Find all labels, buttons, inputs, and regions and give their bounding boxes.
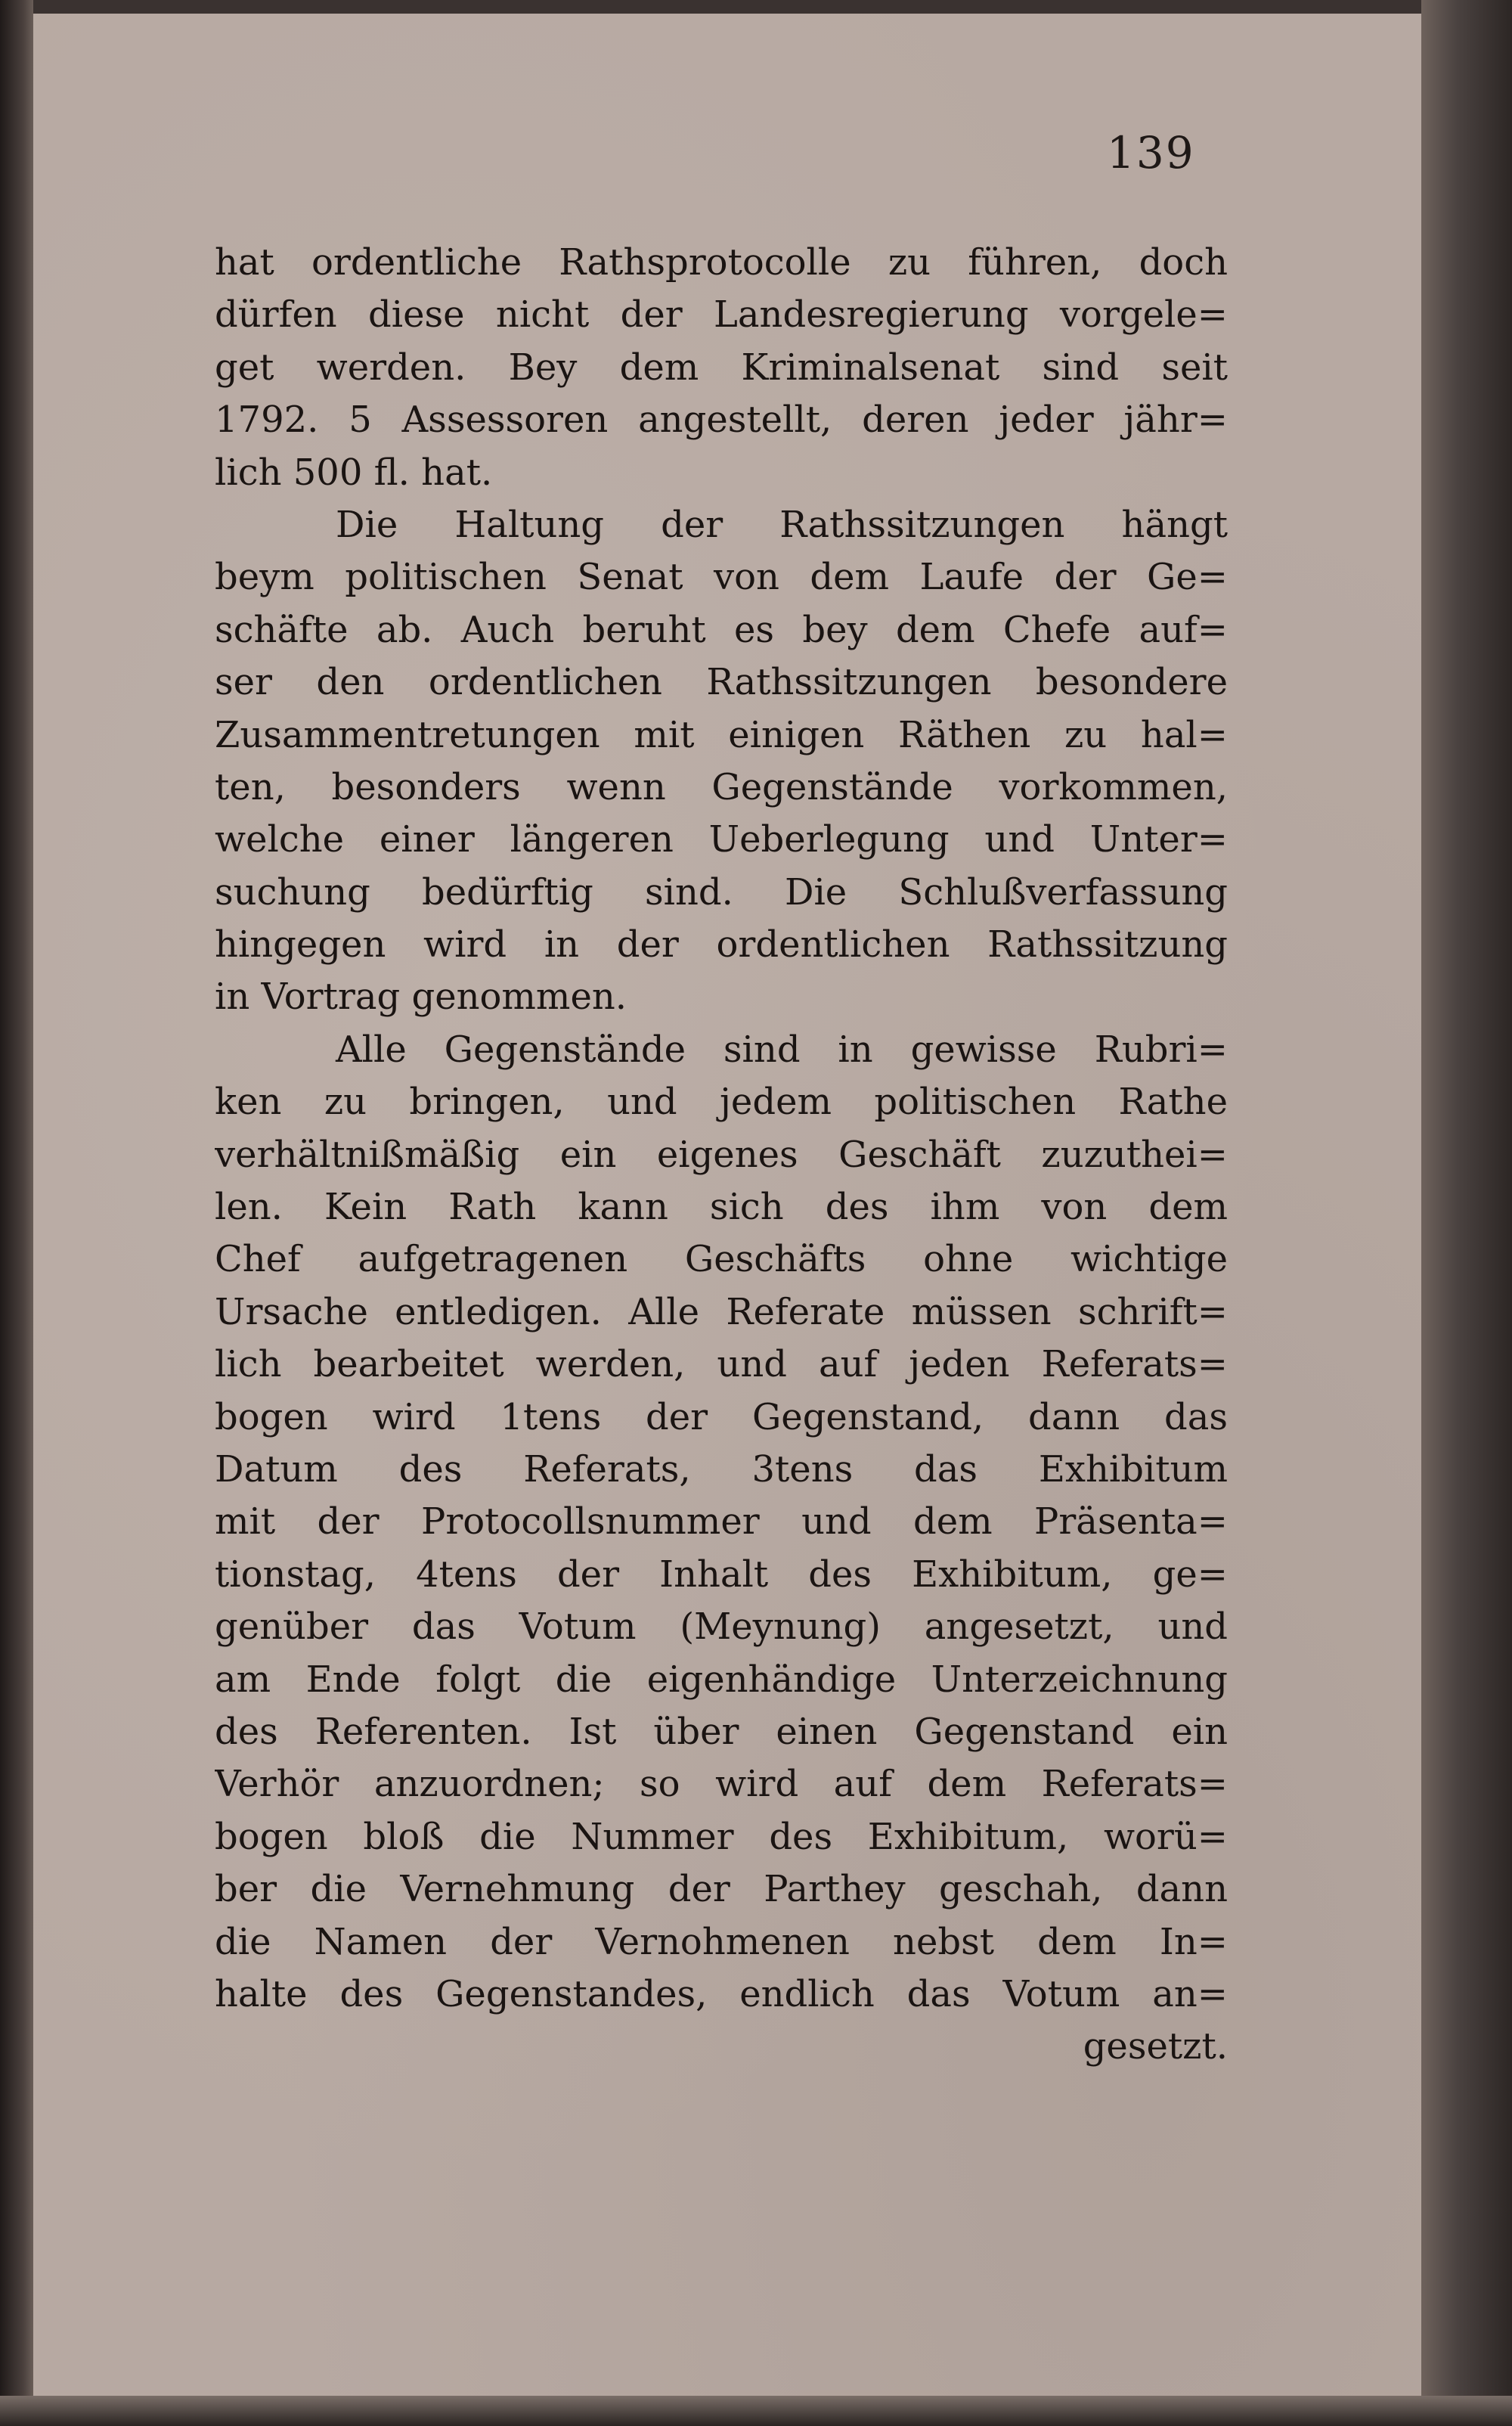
text-line: tionstag, 4tens der Inhalt des Exhibitum, ge= <box>215 1553 1228 1596</box>
text-line: verhältnißmäßig ein eigenes Geschäft zuzuthei= <box>215 1133 1228 1176</box>
text-line: hingegen wird in der ordentlichen Rathssitzung <box>215 923 1228 966</box>
text-line: schäfte ab. Auch beruht es bey dem Chefe auf= <box>215 608 1228 651</box>
text-line: bogen bloß die Nummer des Exhibitum, worü= <box>215 1815 1228 1858</box>
body-text <box>215 237 1228 2074</box>
text-line: lich 500 fl. hat. <box>215 451 493 494</box>
page-sheet <box>33 14 1421 2396</box>
text-line: welche einer längeren Ueberlegung und Unter= <box>215 818 1228 861</box>
text-line: lich bearbeitet werden, und auf jeden Referats= <box>215 1343 1228 1386</box>
text-line: Alle Gegenstände sind in gewisse Rubri= <box>336 1028 1228 1071</box>
text-line: Chef aufgetragenen Geschäfts ohne wichtige <box>215 1238 1228 1281</box>
text-line: in Vortrag genommen. <box>215 976 627 1019</box>
book-binding-edge <box>0 0 33 2426</box>
text-line: halte des Gegenstandes, endlich das Votum an= <box>215 1972 1228 2015</box>
text-line: Ursache entledigen. Alle Referate müssen schrift= <box>215 1290 1228 1333</box>
page-number: 139 <box>1107 127 1195 178</box>
text-line: ken zu bringen, und jedem politischen Rathe <box>215 1081 1228 1124</box>
text-line: die Namen der Vernohmenen nebst dem In= <box>215 1920 1228 1963</box>
text-line: des Referenten. Ist über einen Gegenstand ein <box>215 1710 1228 1753</box>
text-line: len. Kein Rath kann sich des ihm von dem <box>215 1186 1228 1229</box>
text-line: ten, besonders wenn Gegenstände vorkommen, <box>215 765 1228 808</box>
text-line: get werden. Bey dem Kriminalsenat sind seit <box>215 346 1228 389</box>
text-line: Datum des Referats, 3tens das Exhibitum <box>215 1447 1228 1491</box>
text-line: gesetzt. <box>1083 2025 1228 2068</box>
text-line: hat ordentliche Rathsprotocolle zu führen, doch <box>215 241 1228 284</box>
text-line: Verhör anzuordnen; so wird auf dem Referats= <box>215 1763 1228 1806</box>
text-line: am Ende folgt die eigenhändige Unterzeichnung <box>215 1658 1228 1701</box>
text-line: bogen wird 1tens der Gegenstand, dann das <box>215 1395 1228 1438</box>
text-line: ser den ordentlichen Rathssitzungen besondere <box>215 661 1228 704</box>
text-line: genüber das Votum (Meynung) angesetzt, und <box>215 1605 1228 1649</box>
text-line: mit der Protocollsnummer und dem Präsenta= <box>215 1500 1228 1543</box>
text-line: beym politischen Senat von dem Laufe der Ge= <box>215 556 1228 599</box>
page-stack-edge <box>1421 0 1512 2426</box>
text-line: suchung bedürftig sind. Die Schlußverfassung <box>215 870 1228 914</box>
text-line: Die Haltung der Rathssitzungen hängt <box>336 503 1228 546</box>
text-line: Zusammentretungen mit einigen Räthen zu hal= <box>215 713 1228 756</box>
text-line: 1792. 5 Assessoren angestellt, deren jeder jähr= <box>215 399 1228 442</box>
bottom-edge <box>0 2396 1512 2426</box>
text-line: ber die Vernehmung der Parthey geschah, dann <box>215 1868 1228 1911</box>
text-line: dürfen diese nicht der Landesregierung vorgele= <box>215 293 1228 337</box>
